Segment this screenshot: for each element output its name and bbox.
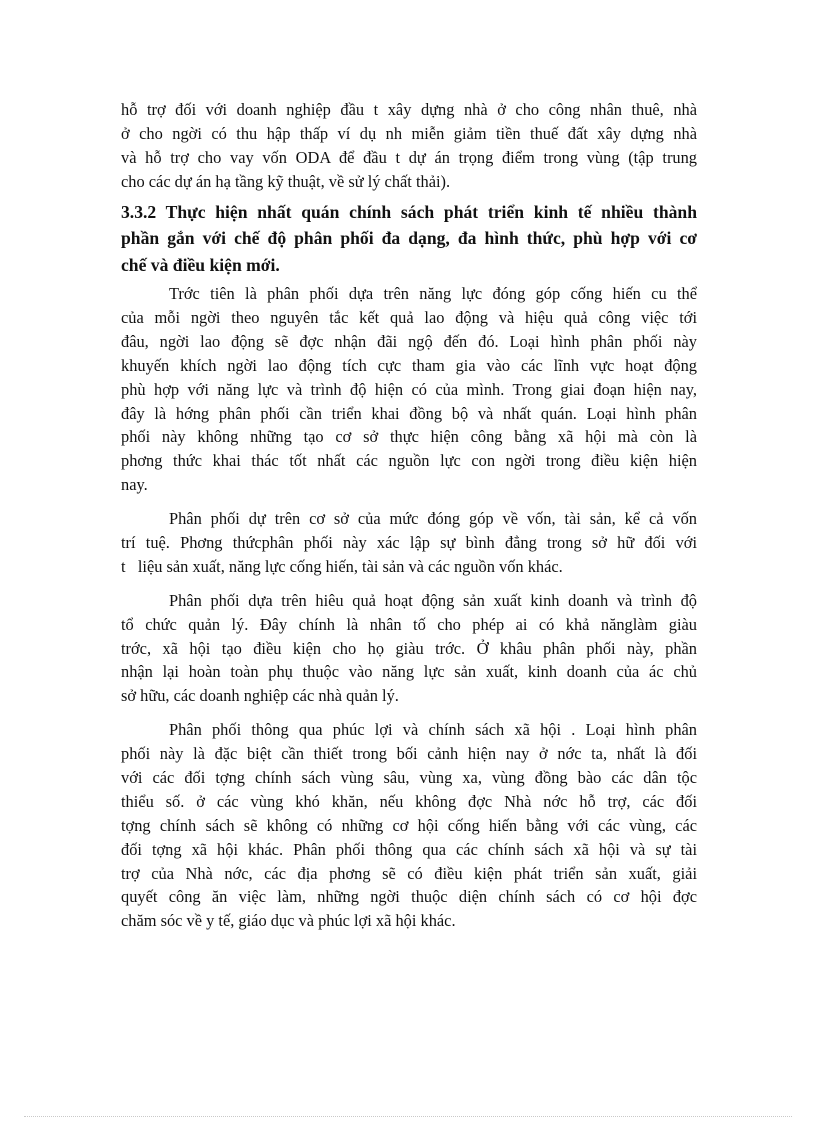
text-line: cho các dự án hạ tầng kỹ thuật, về sử lý chất thải). [121, 171, 451, 191]
paragraph-3 [121, 589, 697, 708]
text-line: với các đối tợng chính sách vùng sâu, vùng xa, vùng đồng bào các dân tộc [121, 767, 697, 787]
text-line: phù hợp với năng lực và trình độ hiện có của mình. Trong giai đoạn hiện nay, [121, 379, 697, 399]
text-line: Phân phối thông qua phúc lợi và chính sách xã hội . Loại hình phân [169, 720, 697, 740]
heading-line: phần gắn với chế độ phân phối đa dạng, đa hình thức, phù hợp với cơ [121, 228, 697, 249]
text-line: Phân phối dựa trên hiêu quả hoạt động sản xuất kinh doanh và trình độ [169, 590, 697, 610]
text-line: khuyến khích ngời lao động tích cực tham gia vào các lĩnh vực hoạt động [121, 355, 697, 375]
text-line: nay. [121, 475, 148, 495]
intro-paragraph [121, 98, 697, 194]
paragraph-1 [121, 282, 697, 497]
section-heading [121, 199, 697, 279]
text-line: của mỗi ngời theo nguyên tắc kết quả lao động và hiệu quả công việc tới [121, 307, 697, 327]
paragraph-4 [121, 718, 697, 933]
page-bottom-divider [24, 1116, 792, 1117]
heading-line: chế và điều kiện mới. [121, 254, 280, 275]
text-line: ở cho ngời có thu hập thấp ví dụ nh miễn giảm tiền thuế đất xây dựng nhà [121, 123, 697, 143]
text-line: phối này không những tạo cơ sở thực hiện công bằng xã hội mà còn là [121, 427, 697, 447]
text-line: quyết công ăn việc làm, những ngời thuộc diện chính sách có cơ hội đợc [121, 887, 697, 907]
text-line: đối tợng xã hội khác. Phân phối thông qua các chính sách xã hội và sự tài [121, 839, 697, 859]
text-line: và hỗ trợ cho vay vốn ODA để đầu t dự án trọng điểm trong vùng (tập trung [121, 147, 697, 167]
text-line: trớc, xã hội tạo điều kiện cho họ giàu trớc. Ở khâu phân phối này, phần [121, 638, 697, 658]
text-line: phơng thức khai thác tốt nhất các nguồn lực con ngời trong điều kiện hiện [121, 451, 697, 471]
text-line: t liệu sản xuất, năng lực cống hiến, tài sản và các nguồn vốn khác. [121, 556, 563, 576]
heading-line: 3.3.2 Thực hiện nhất quán chính sách phát triển kinh tế nhiều thành [121, 201, 697, 222]
text-line: sở hữu, các doanh nghiệp các nhà quản lý. [121, 686, 399, 706]
text-line: Phân phối dự trên cơ sở của mức đóng góp về vốn, tài sản, kể cả vốn [169, 509, 697, 529]
text-line: đây là hớng phân phối cần triển khai đồng bộ và nhất quán. Loại hình phân [121, 403, 697, 423]
text-line: nhận lại hoàn toàn phụ thuộc vào năng lực sản xuất, kinh doanh của ác chủ [121, 662, 697, 682]
text-line: tổ chức quản lý. Đây chính là nhân tố cho phép ai có khả nănglàm giàu [121, 614, 697, 634]
text-line: Trớc tiên là phân phối dựa trên năng lực đóng góp cống hiến cu thể [169, 284, 697, 304]
text-line: chăm sóc về y tế, giáo dục và phúc lợi xã hội khác. [121, 911, 456, 931]
paragraph-2 [121, 507, 697, 579]
text-line: thiểu số. ở các vùng khó khăn, nếu không đợc Nhà nớc hỗ trợ, các đối [121, 791, 697, 811]
text-line: phối này là đặc biệt cần thiết trong bối cảnh hiện nay ở nớc ta, nhất là đối [121, 744, 697, 764]
text-line: tợng chính sách sẽ không có những cơ hội cống hiến bằng với các vùng, các [121, 815, 697, 835]
document-page [121, 98, 697, 933]
text-line: trợ của Nhà nớc, các địa phơng sẽ có điều kiện phát triển sản xuất, giải [121, 863, 697, 883]
text-line: trí tuệ. Phơng thứcphân phối này xác lập sự bình đẳng trong sở hữ đối với [121, 532, 697, 552]
text-line: đâu, ngời lao động sẽ đợc nhận đãi ngộ đến đó. Loại hình phân phối này [121, 331, 697, 351]
text-line: hỗ trợ đối với doanh nghiệp đầu t xây dựng nhà ở cho công nhân thuê, nhà [121, 100, 697, 119]
